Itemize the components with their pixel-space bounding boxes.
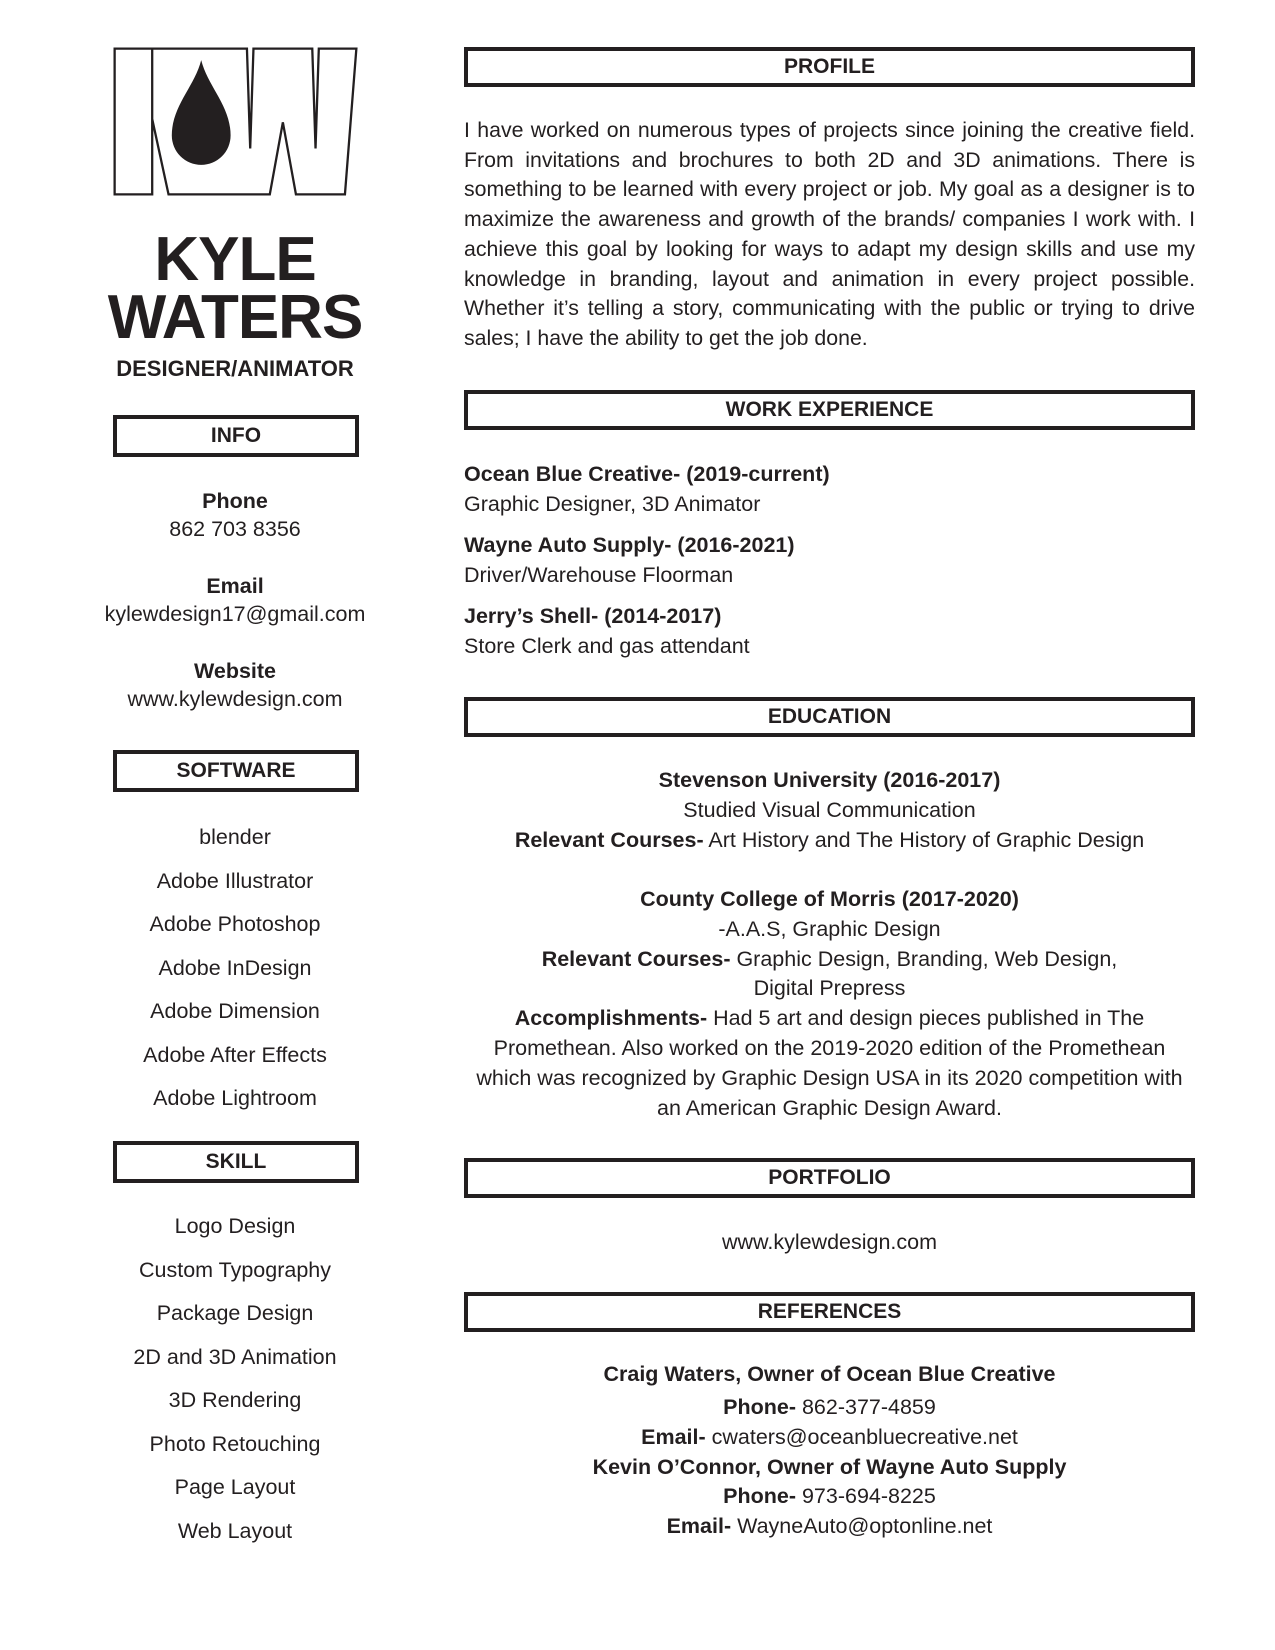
school-detail: Studied Visual Communication: [683, 797, 976, 822]
software-item: Adobe Dimension: [150, 999, 320, 1023]
email-value[interactable]: kylewdesign17@gmail.com: [104, 602, 366, 626]
software-item: Adobe After Effects: [143, 1042, 327, 1067]
reference-entry: [464, 1360, 1195, 1542]
reference-email: Email- cwaters@oceanbluecreative.net: [641, 1424, 1018, 1449]
job-role: Graphic Designer, 3D Animator: [464, 491, 761, 516]
reference-name: Craig Waters, Owner of Ocean Blue Creative: [603, 1362, 1056, 1386]
school-name: Stevenson University (2016-2017): [658, 768, 1001, 792]
skill-heading: SKILL: [113, 1141, 359, 1183]
job-entry: [464, 602, 1195, 661]
software-item: blender: [199, 825, 271, 849]
skill-item: Web Layout: [177, 1518, 293, 1543]
skill-item: Logo Design: [174, 1214, 296, 1238]
kw-logo: [113, 47, 358, 196]
job-title: Jerry’s Shell- (2014-2017): [464, 604, 722, 628]
phone-value: 862 703 8356: [169, 517, 301, 541]
info-block: [60, 487, 410, 713]
water-drop-icon: [172, 60, 231, 165]
software-list: [60, 823, 410, 1128]
skill-item: 3D Rendering: [168, 1388, 302, 1412]
last-name: WATERS: [107, 283, 363, 352]
phone-label: Phone: [202, 489, 268, 513]
education-entry: [468, 885, 1191, 1123]
job-entry: [464, 460, 1195, 519]
reference-phone: Phone- 973-694-8225: [723, 1484, 936, 1509]
kw-letters-outline: [115, 49, 357, 195]
portfolio-link[interactable]: www.kylewdesign.com: [721, 1230, 938, 1254]
portfolio-heading: PORTFOLIO: [464, 1158, 1195, 1198]
school-courses: Relevant Courses- Graphic Design, Branding, Web Design, Digital Prepress: [541, 946, 1118, 1001]
software-item: Adobe Illustrator: [156, 868, 314, 893]
school-accomplishments: Accomplishments- Had 5 art and design pieces published in The Promethean. Also worked on the 2019-2020 edition of the Promethean which was recognized by Graphic Design USA in its 2020 competition with an American Graphic Design Award.: [476, 1006, 1183, 1120]
skill-item: Photo Retouching: [149, 1431, 321, 1456]
info-heading: INFO: [113, 415, 359, 457]
skill-item: Page Layout: [174, 1475, 296, 1499]
education-heading: EDUCATION: [464, 697, 1195, 737]
software-heading: SOFTWARE: [113, 750, 359, 792]
job-role: Driver/Warehouse Floorman: [464, 562, 734, 587]
reference-email: Email- WayneAuto@optonline.net: [666, 1514, 993, 1539]
profile-heading: PROFILE: [464, 47, 1195, 87]
software-item: Adobe InDesign: [158, 955, 312, 980]
work-heading: WORK EXPERIENCE: [464, 390, 1195, 430]
reference-phone: Phone- 862-377-4859: [723, 1395, 936, 1419]
job-title: Wayne Auto Supply- (2016-2021): [464, 533, 795, 557]
website-label: Website: [193, 659, 277, 683]
skill-item: Custom Typography: [138, 1257, 331, 1282]
references-heading: REFERENCES: [464, 1292, 1195, 1332]
skill-list: [60, 1212, 410, 1560]
skill-item: Package Design: [156, 1301, 314, 1325]
school-detail: -A.A.S, Graphic Design: [718, 916, 941, 941]
job-title: Ocean Blue Creative- (2019-current): [464, 462, 830, 486]
job-role: Store Clerk and gas attendant: [464, 633, 750, 658]
first-name: KYLE: [154, 225, 316, 294]
profile-text: I have worked on numerous types of projects since joining the creative field. From invitations and brochures to both 2D and 3D animations. There is something to be learned with every project or job. My goal as a designer is to maximize the awareness and growth of the brands/ companies I work with. I achieve this goal by looking for ways to adapt my design skills and use my knowledge in branding, layout and animation in every project possible. Whether it’s telling a story, communicating with the public or trying to drive sales; I have the ability to get the job done.: [464, 118, 1195, 350]
school-courses: Relevant Courses- Art History and The History of Graphic Design: [514, 827, 1145, 852]
software-item: Adobe Lightroom: [153, 1086, 317, 1110]
website-value[interactable]: www.kylewdesign.com: [127, 687, 343, 711]
email-label: Email: [206, 574, 264, 598]
education-entry: [464, 766, 1195, 855]
reference-name: Kevin O’Connor, Owner of Wayne Auto Supply: [592, 1454, 1067, 1479]
job-title: DESIGNER/ANIMATOR: [116, 356, 354, 381]
software-item: Adobe Photoshop: [149, 912, 321, 936]
skill-item: 2D and 3D Animation: [133, 1344, 337, 1369]
job-entry: [464, 531, 1195, 590]
school-name: County College of Morris (2017-2020): [640, 887, 1019, 911]
